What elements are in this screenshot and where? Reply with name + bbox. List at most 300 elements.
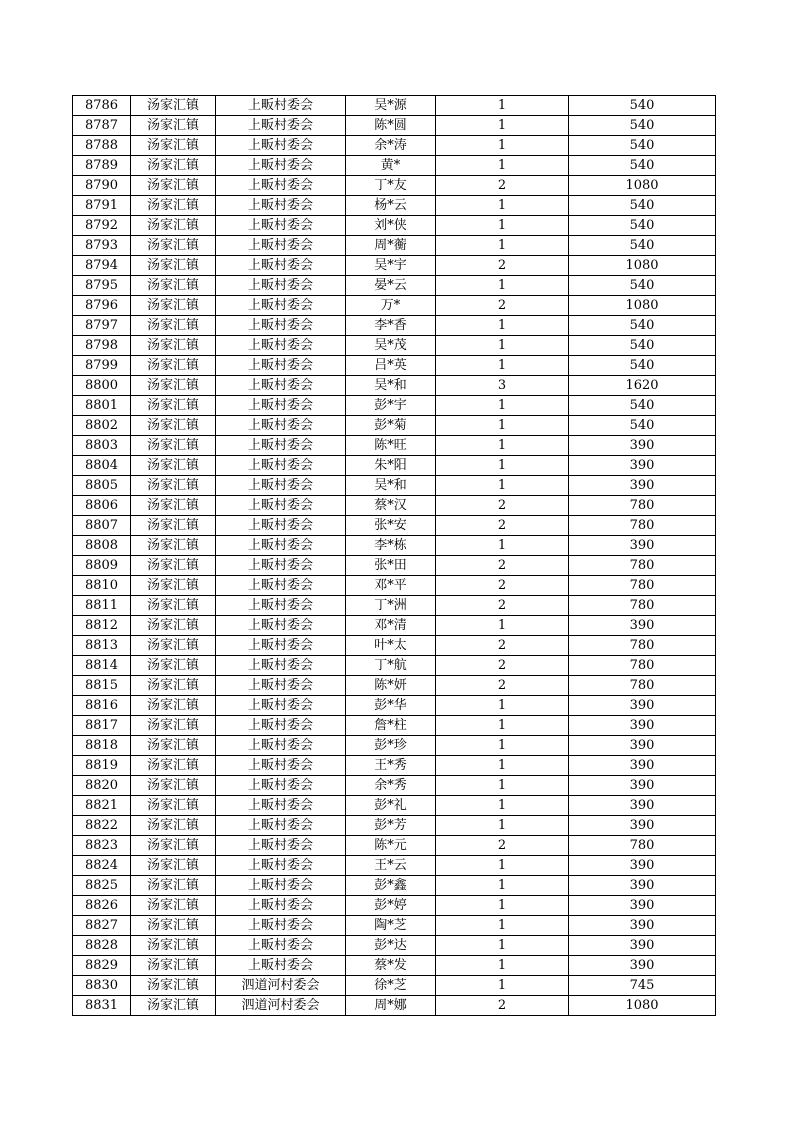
count-cell: 2	[436, 176, 569, 196]
amount-cell: 540	[569, 216, 716, 236]
village-cell: 上畈村委会	[216, 876, 346, 896]
village-cell: 上畈村委会	[216, 696, 346, 716]
table-row	[73, 836, 716, 856]
amount-cell: 540	[569, 416, 716, 436]
village-cell: 上畈村委会	[216, 956, 346, 976]
amount-cell: 1620	[569, 376, 716, 396]
count-cell: 1	[436, 416, 569, 436]
table-row	[73, 556, 716, 576]
table-row	[73, 276, 716, 296]
count-cell: 1	[436, 456, 569, 476]
village-cell: 上畈村委会	[216, 936, 346, 956]
town-cell: 汤家汇镇	[131, 616, 216, 636]
name-cell: 陈*元	[346, 836, 436, 856]
village-cell: 上畈村委会	[216, 556, 346, 576]
village-cell: 上畈村委会	[216, 756, 346, 776]
count-cell: 1	[436, 136, 569, 156]
village-cell: 上畈村委会	[216, 516, 346, 536]
village-cell: 上畈村委会	[216, 196, 346, 216]
amount-cell: 390	[569, 916, 716, 936]
village-cell: 上畈村委会	[216, 856, 346, 876]
count-cell: 1	[436, 436, 569, 456]
row-id-cell: 8806	[73, 496, 131, 516]
name-cell: 丁*航	[346, 656, 436, 676]
table-row	[73, 596, 716, 616]
row-id-cell: 8790	[73, 176, 131, 196]
name-cell: 叶*太	[346, 636, 436, 656]
town-cell: 汤家汇镇	[131, 596, 216, 616]
count-cell: 1	[436, 316, 569, 336]
row-id-cell: 8821	[73, 796, 131, 816]
town-cell: 汤家汇镇	[131, 316, 216, 336]
name-cell: 张*田	[346, 556, 436, 576]
table-row	[73, 656, 716, 676]
name-cell: 王*云	[346, 856, 436, 876]
row-id-cell: 8814	[73, 656, 131, 676]
town-cell: 汤家汇镇	[131, 276, 216, 296]
name-cell: 蔡*发	[346, 956, 436, 976]
amount-cell: 390	[569, 696, 716, 716]
amount-cell: 780	[569, 636, 716, 656]
count-cell: 1	[436, 916, 569, 936]
table-row	[73, 476, 716, 496]
table-row	[73, 236, 716, 256]
amount-cell: 390	[569, 856, 716, 876]
table-row	[73, 336, 716, 356]
row-id-cell: 8810	[73, 576, 131, 596]
village-cell: 上畈村委会	[216, 676, 346, 696]
row-id-cell: 8792	[73, 216, 131, 236]
table-row	[73, 176, 716, 196]
name-cell: 邓*平	[346, 576, 436, 596]
count-cell: 1	[436, 236, 569, 256]
count-cell: 2	[436, 836, 569, 856]
town-cell: 汤家汇镇	[131, 936, 216, 956]
amount-cell: 390	[569, 436, 716, 456]
row-id-cell: 8826	[73, 896, 131, 916]
town-cell: 汤家汇镇	[131, 256, 216, 276]
village-cell: 上畈村委会	[216, 716, 346, 736]
table-row	[73, 976, 716, 996]
count-cell: 1	[436, 976, 569, 996]
table-row	[73, 816, 716, 836]
village-cell: 上畈村委会	[216, 336, 346, 356]
amount-cell: 780	[569, 516, 716, 536]
name-cell: 李*香	[346, 316, 436, 336]
town-cell: 汤家汇镇	[131, 376, 216, 396]
table-row	[73, 576, 716, 596]
village-cell: 上畈村委会	[216, 256, 346, 276]
table-row	[73, 876, 716, 896]
amount-cell: 390	[569, 716, 716, 736]
amount-cell: 540	[569, 356, 716, 376]
name-cell: 陈*妍	[346, 676, 436, 696]
table-row	[73, 316, 716, 336]
village-cell: 上畈村委会	[216, 176, 346, 196]
name-cell: 吴*宇	[346, 256, 436, 276]
table-row	[73, 96, 716, 116]
count-cell: 1	[436, 856, 569, 876]
count-cell: 1	[436, 276, 569, 296]
village-cell: 上畈村委会	[216, 356, 346, 376]
row-id-cell: 8830	[73, 976, 131, 996]
town-cell: 汤家汇镇	[131, 736, 216, 756]
table-row	[73, 996, 716, 1016]
count-cell: 2	[436, 676, 569, 696]
village-cell: 上畈村委会	[216, 636, 346, 656]
village-cell: 上畈村委会	[216, 656, 346, 676]
count-cell: 1	[436, 196, 569, 216]
village-cell: 上畈村委会	[216, 836, 346, 856]
table-row	[73, 896, 716, 916]
village-cell: 上畈村委会	[216, 496, 346, 516]
name-cell: 陈*旺	[346, 436, 436, 456]
amount-cell: 390	[569, 956, 716, 976]
village-cell: 上畈村委会	[216, 596, 346, 616]
town-cell: 汤家汇镇	[131, 536, 216, 556]
amount-cell: 390	[569, 796, 716, 816]
name-cell: 万*	[346, 296, 436, 316]
town-cell: 汤家汇镇	[131, 96, 216, 116]
table-row	[73, 716, 716, 736]
row-id-cell: 8799	[73, 356, 131, 376]
village-cell: 泗道河村委会	[216, 976, 346, 996]
name-cell: 彭*礼	[346, 796, 436, 816]
village-cell: 上畈村委会	[216, 276, 346, 296]
row-id-cell: 8805	[73, 476, 131, 496]
amount-cell: 780	[569, 496, 716, 516]
name-cell: 丁*洲	[346, 596, 436, 616]
name-cell: 刘*侠	[346, 216, 436, 236]
count-cell: 2	[436, 636, 569, 656]
name-cell: 彭*华	[346, 696, 436, 716]
amount-cell: 780	[569, 556, 716, 576]
row-id-cell: 8795	[73, 276, 131, 296]
row-id-cell: 8824	[73, 856, 131, 876]
village-cell: 上畈村委会	[216, 576, 346, 596]
row-id-cell: 8798	[73, 336, 131, 356]
count-cell: 1	[436, 896, 569, 916]
amount-cell: 780	[569, 836, 716, 856]
table-row	[73, 856, 716, 876]
town-cell: 汤家汇镇	[131, 476, 216, 496]
amount-cell: 540	[569, 396, 716, 416]
town-cell: 汤家汇镇	[131, 796, 216, 816]
row-id-cell: 8804	[73, 456, 131, 476]
village-cell: 泗道河村委会	[216, 996, 346, 1016]
town-cell: 汤家汇镇	[131, 296, 216, 316]
table-row	[73, 736, 716, 756]
name-cell: 吴*源	[346, 96, 436, 116]
row-id-cell: 8807	[73, 516, 131, 536]
name-cell: 杨*云	[346, 196, 436, 216]
town-cell: 汤家汇镇	[131, 236, 216, 256]
amount-cell: 540	[569, 136, 716, 156]
town-cell: 汤家汇镇	[131, 636, 216, 656]
row-id-cell: 8803	[73, 436, 131, 456]
village-cell: 上畈村委会	[216, 316, 346, 336]
town-cell: 汤家汇镇	[131, 516, 216, 536]
amount-cell: 780	[569, 576, 716, 596]
row-id-cell: 8827	[73, 916, 131, 936]
count-cell: 1	[436, 616, 569, 636]
row-id-cell: 8791	[73, 196, 131, 216]
row-id-cell: 8797	[73, 316, 131, 336]
table-row	[73, 676, 716, 696]
name-cell: 彭*芳	[346, 816, 436, 836]
count-cell: 1	[436, 876, 569, 896]
count-cell: 2	[436, 296, 569, 316]
count-cell: 2	[436, 996, 569, 1016]
row-id-cell: 8788	[73, 136, 131, 156]
name-cell: 彭*鑫	[346, 876, 436, 896]
row-id-cell: 8819	[73, 756, 131, 776]
village-cell: 上畈村委会	[216, 616, 346, 636]
table-row	[73, 436, 716, 456]
count-cell: 1	[436, 396, 569, 416]
row-id-cell: 8796	[73, 296, 131, 316]
count-cell: 1	[436, 736, 569, 756]
town-cell: 汤家汇镇	[131, 176, 216, 196]
table-row	[73, 156, 716, 176]
name-cell: 彭*达	[346, 936, 436, 956]
count-cell: 1	[436, 956, 569, 976]
village-cell: 上畈村委会	[216, 816, 346, 836]
name-cell: 李*栋	[346, 536, 436, 556]
row-id-cell: 8808	[73, 536, 131, 556]
row-id-cell: 8818	[73, 736, 131, 756]
amount-cell: 780	[569, 596, 716, 616]
amount-cell: 540	[569, 236, 716, 256]
town-cell: 汤家汇镇	[131, 976, 216, 996]
village-cell: 上畈村委会	[216, 376, 346, 396]
row-id-cell: 8793	[73, 236, 131, 256]
name-cell: 晏*云	[346, 276, 436, 296]
amount-cell: 390	[569, 476, 716, 496]
count-cell: 1	[436, 716, 569, 736]
village-cell: 上畈村委会	[216, 156, 346, 176]
count-cell: 1	[436, 336, 569, 356]
name-cell: 吴*和	[346, 376, 436, 396]
amount-cell: 540	[569, 156, 716, 176]
town-cell: 汤家汇镇	[131, 676, 216, 696]
village-cell: 上畈村委会	[216, 776, 346, 796]
count-cell: 1	[436, 936, 569, 956]
town-cell: 汤家汇镇	[131, 756, 216, 776]
town-cell: 汤家汇镇	[131, 556, 216, 576]
row-id-cell: 8822	[73, 816, 131, 836]
name-cell: 彭*婷	[346, 896, 436, 916]
table-row	[73, 636, 716, 656]
village-cell: 上畈村委会	[216, 96, 346, 116]
name-cell: 蔡*汉	[346, 496, 436, 516]
name-cell: 彭*珍	[346, 736, 436, 756]
town-cell: 汤家汇镇	[131, 956, 216, 976]
row-id-cell: 8816	[73, 696, 131, 716]
row-id-cell: 8801	[73, 396, 131, 416]
table-row	[73, 796, 716, 816]
village-cell: 上畈村委会	[216, 456, 346, 476]
amount-cell: 390	[569, 736, 716, 756]
village-cell: 上畈村委会	[216, 916, 346, 936]
row-id-cell: 8820	[73, 776, 131, 796]
village-cell: 上畈村委会	[216, 896, 346, 916]
name-cell: 周*娜	[346, 996, 436, 1016]
count-cell: 1	[436, 756, 569, 776]
village-cell: 上畈村委会	[216, 296, 346, 316]
table-row	[73, 256, 716, 276]
table-row	[73, 296, 716, 316]
table-row	[73, 516, 716, 536]
count-cell: 2	[436, 516, 569, 536]
town-cell: 汤家汇镇	[131, 396, 216, 416]
table-row	[73, 216, 716, 236]
count-cell: 2	[436, 596, 569, 616]
amount-cell: 745	[569, 976, 716, 996]
name-cell: 余*秀	[346, 776, 436, 796]
amount-cell: 780	[569, 656, 716, 676]
table-row	[73, 916, 716, 936]
town-cell: 汤家汇镇	[131, 456, 216, 476]
name-cell: 彭*菊	[346, 416, 436, 436]
row-id-cell: 8786	[73, 96, 131, 116]
amount-cell: 390	[569, 896, 716, 916]
town-cell: 汤家汇镇	[131, 716, 216, 736]
amount-cell: 390	[569, 876, 716, 896]
amount-cell: 390	[569, 776, 716, 796]
row-id-cell: 8831	[73, 996, 131, 1016]
count-cell: 1	[436, 696, 569, 716]
row-id-cell: 8809	[73, 556, 131, 576]
town-cell: 汤家汇镇	[131, 916, 216, 936]
table-row	[73, 756, 716, 776]
village-cell: 上畈村委会	[216, 436, 346, 456]
amount-cell: 540	[569, 276, 716, 296]
village-cell: 上畈村委会	[216, 796, 346, 816]
name-cell: 陈*圆	[346, 116, 436, 136]
amount-cell: 1080	[569, 256, 716, 276]
table-row	[73, 416, 716, 436]
name-cell: 吴*茂	[346, 336, 436, 356]
town-cell: 汤家汇镇	[131, 336, 216, 356]
table-row	[73, 196, 716, 216]
village-cell: 上畈村委会	[216, 476, 346, 496]
amount-cell: 540	[569, 196, 716, 216]
count-cell: 1	[436, 776, 569, 796]
town-cell: 汤家汇镇	[131, 816, 216, 836]
count-cell: 2	[436, 576, 569, 596]
town-cell: 汤家汇镇	[131, 356, 216, 376]
count-cell: 2	[436, 556, 569, 576]
row-id-cell: 8800	[73, 376, 131, 396]
table-row	[73, 116, 716, 136]
count-cell: 2	[436, 496, 569, 516]
name-cell: 詹*柱	[346, 716, 436, 736]
amount-cell: 1080	[569, 996, 716, 1016]
name-cell: 丁*友	[346, 176, 436, 196]
town-cell: 汤家汇镇	[131, 576, 216, 596]
count-cell: 1	[436, 476, 569, 496]
table-row	[73, 616, 716, 636]
amount-cell: 540	[569, 96, 716, 116]
village-cell: 上畈村委会	[216, 116, 346, 136]
town-cell: 汤家汇镇	[131, 156, 216, 176]
town-cell: 汤家汇镇	[131, 196, 216, 216]
table-row	[73, 396, 716, 416]
town-cell: 汤家汇镇	[131, 696, 216, 716]
town-cell: 汤家汇镇	[131, 656, 216, 676]
row-id-cell: 8794	[73, 256, 131, 276]
table-body	[73, 96, 716, 1016]
village-cell: 上畈村委会	[216, 416, 346, 436]
table-row	[73, 776, 716, 796]
count-cell: 2	[436, 656, 569, 676]
name-cell: 王*秀	[346, 756, 436, 776]
town-cell: 汤家汇镇	[131, 876, 216, 896]
name-cell: 张*安	[346, 516, 436, 536]
table-row	[73, 376, 716, 396]
table-row	[73, 936, 716, 956]
row-id-cell: 8823	[73, 836, 131, 856]
village-cell: 上畈村委会	[216, 536, 346, 556]
town-cell: 汤家汇镇	[131, 856, 216, 876]
town-cell: 汤家汇镇	[131, 416, 216, 436]
amount-cell: 540	[569, 116, 716, 136]
row-id-cell: 8815	[73, 676, 131, 696]
town-cell: 汤家汇镇	[131, 996, 216, 1016]
count-cell: 1	[436, 356, 569, 376]
count-cell: 1	[436, 816, 569, 836]
count-cell: 1	[436, 96, 569, 116]
table-row	[73, 696, 716, 716]
town-cell: 汤家汇镇	[131, 136, 216, 156]
table-row	[73, 456, 716, 476]
name-cell: 黄*	[346, 156, 436, 176]
amount-cell: 1080	[569, 296, 716, 316]
name-cell: 余*涛	[346, 136, 436, 156]
amount-cell: 390	[569, 536, 716, 556]
name-cell: 吕*英	[346, 356, 436, 376]
table-row	[73, 356, 716, 376]
row-id-cell: 8817	[73, 716, 131, 736]
town-cell: 汤家汇镇	[131, 436, 216, 456]
name-cell: 徐*芝	[346, 976, 436, 996]
count-cell: 3	[436, 376, 569, 396]
name-cell: 朱*阳	[346, 456, 436, 476]
amount-cell: 540	[569, 316, 716, 336]
amount-cell: 390	[569, 816, 716, 836]
count-cell: 1	[436, 536, 569, 556]
table-row	[73, 136, 716, 156]
amount-cell: 390	[569, 616, 716, 636]
amount-cell: 390	[569, 756, 716, 776]
count-cell: 1	[436, 216, 569, 236]
amount-cell: 1080	[569, 176, 716, 196]
amount-cell: 780	[569, 676, 716, 696]
amount-cell: 390	[569, 456, 716, 476]
name-cell: 彭*宇	[346, 396, 436, 416]
count-cell: 1	[436, 156, 569, 176]
count-cell: 1	[436, 796, 569, 816]
name-cell: 吴*和	[346, 476, 436, 496]
row-id-cell: 8813	[73, 636, 131, 656]
table-row	[73, 536, 716, 556]
table-row	[73, 496, 716, 516]
name-cell: 陶*芝	[346, 916, 436, 936]
row-id-cell: 8811	[73, 596, 131, 616]
row-id-cell: 8825	[73, 876, 131, 896]
table-row	[73, 956, 716, 976]
